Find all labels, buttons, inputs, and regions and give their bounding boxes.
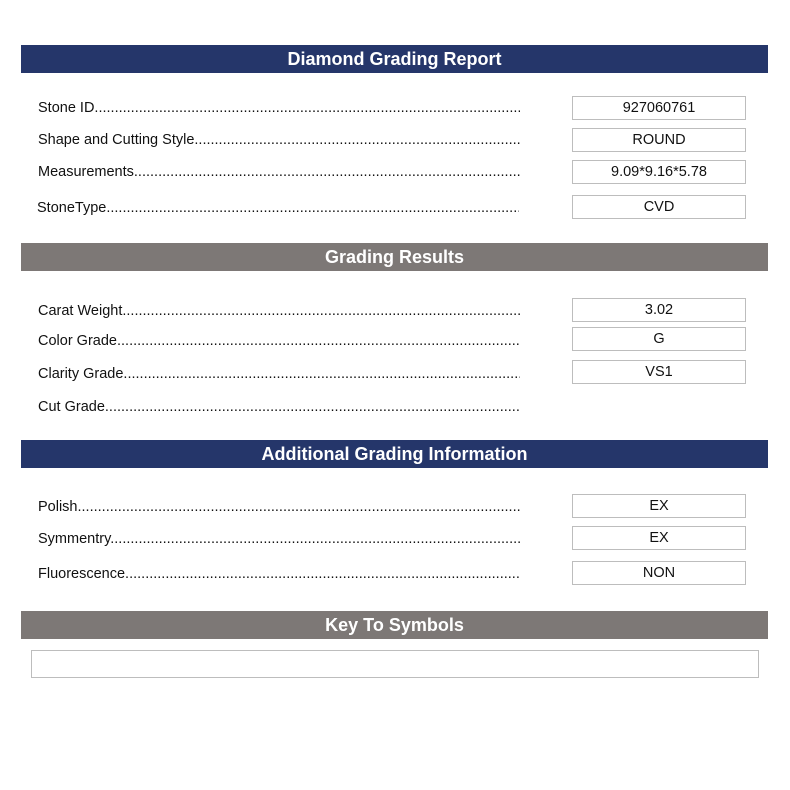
color-value: G: [572, 327, 746, 351]
stone-id-value: 927060761: [572, 96, 746, 120]
fluorescence-label: Fluorescence .....: [38, 564, 520, 584]
polish-value: EX: [572, 494, 746, 518]
symmetry-label: Symmentry .....: [38, 529, 520, 549]
polish-label: Polish .....: [38, 497, 520, 517]
clarity-value: VS1: [572, 360, 746, 384]
stone-type-value: CVD: [572, 195, 746, 219]
shape-value: ROUND: [572, 128, 746, 152]
color-label: Color Grade .....: [38, 331, 520, 351]
carat-value: 3.02: [572, 298, 746, 322]
carat-label: Carat Weight .....: [38, 301, 520, 321]
cut-label: Cut Grade .....: [38, 397, 520, 417]
key-to-symbols-header: Key To Symbols: [21, 611, 768, 639]
fluorescence-value: NON: [572, 561, 746, 585]
key-to-symbols-box: [31, 650, 759, 678]
symmetry-value: EX: [572, 526, 746, 550]
grading-results-header: Grading Results: [21, 243, 768, 271]
measurements-label: Measurements .....: [38, 162, 520, 182]
additional-info-header: Additional Grading Information: [21, 440, 768, 468]
measurements-value: 9.09*9.16*5.78: [572, 160, 746, 184]
stone-type-label: StoneType .....: [37, 198, 519, 218]
shape-label: Shape and Cutting Style .....: [38, 130, 520, 150]
report-header: Diamond Grading Report: [21, 45, 768, 73]
clarity-label: Clarity Grade .....: [38, 364, 520, 384]
stone-id-label: Stone ID .....: [38, 98, 520, 118]
